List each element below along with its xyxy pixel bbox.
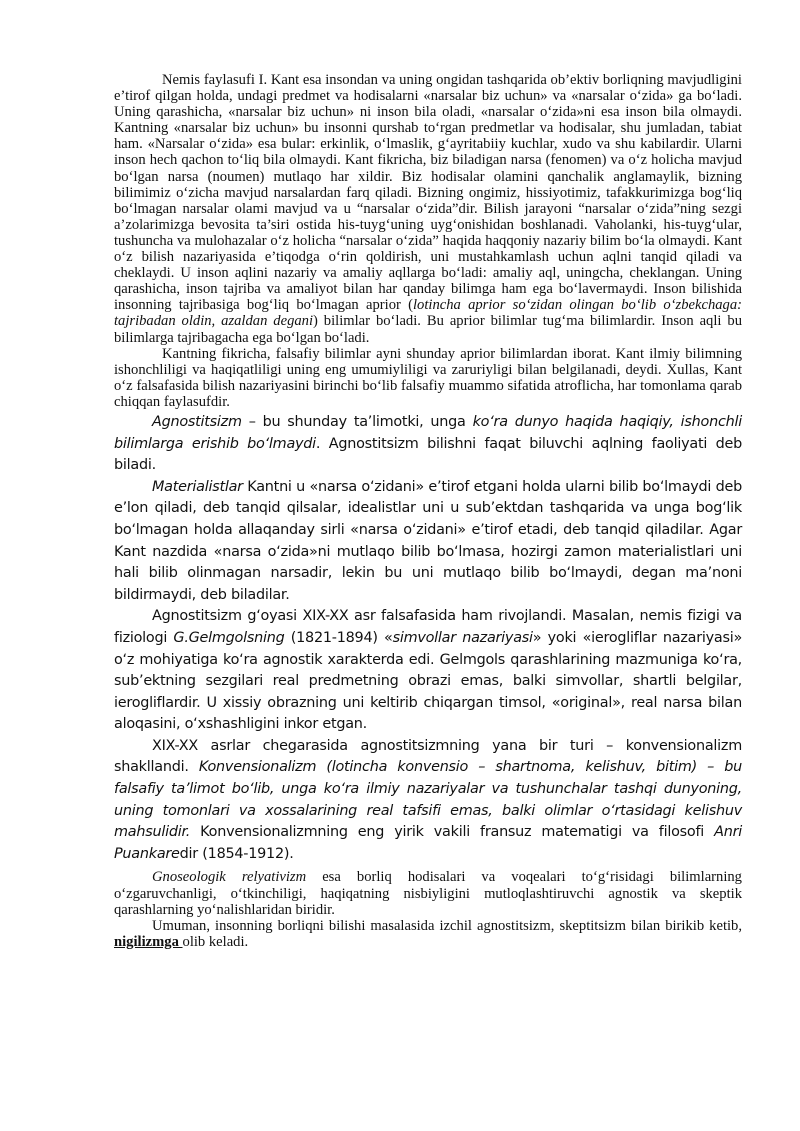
paragraph-text: dir (1854-1912). [179,845,294,862]
paragraph-text: Agnostitsizm g‘oyasi XIX-XX asr falsafasida ham rivojlandi. Masalan, nemis fizigi va fiziologi [114,608,742,646]
term-materialists: Materialistlar [152,478,243,495]
paragraph-relativism [114,869,742,917]
paragraph-text: Umuman, insonning borliqni bilishi masalasida izchil agnostitsizm, skeptitsizm bilan birikib ketib, [152,917,742,934]
paragraph-conclusion [114,918,742,950]
paragraph-materialists [114,477,742,607]
term-relativism: Gnoseologik relyativizm [152,869,307,886]
paragraph-text: – bu shunday ta’limotki, unga [241,413,473,430]
italic-name: Anri Puankare [114,824,742,862]
paragraph-text: » yoki «ierogliflar nazariyasi» o‘z mohiyatiga ko‘ra agnostik xarakterda edi. Gelmgols qarashlarining mazmuniga ko‘ra, sub’ektning sezgilari real predmetning obrazi emas, balki simvollar, shartli belgilar, ierogliflardir. U xissiy obrazning uni keltirib chiqargan timsol, «original», real narsa bilan aloqasini, o‘xshashligini inkor etgan. [114,629,742,733]
paragraph-text: Konvensionalizmning eng yirik vakili fransuz matematigi va filosofi [190,824,715,841]
italic-name: G.Gelmgolsning [173,629,285,646]
italic-aside: lotincha aprior so‘zidan olingan bo‘lib o‘zbekchaga: tajribadan oldin, azaldan degani [114,297,742,330]
italic-definition: ko‘ra dunyo haqida haqiqiy, ishonchli bilimlarga erishib bo‘lmaydi [114,413,743,452]
paragraph-kant-things-in-themselves [114,72,742,346]
paragraph-text: Kantni u «narsa o‘zidani» e’tirof etgani holda ularni bilib bo‘lmaydi deb e’lon qiladi, deb tanqid qilsalar, idealistlar uni u sub’ektdan tashqarida va unga bog‘lik bo‘lmagan holda allaqanday sirli «narsa o‘zidani» e’tirof etadi, deb tanqid qiladilar. Agar Kant nazdida «narsa o‘zida»ni mutlaqo bilib bo‘lmasa, hozirgi zamon materialistlari uni hali bilib olinmagan narsadir, lekin bu uni mutlaqo bilib bo‘lmaydi, degan ma’noni bildirmaydi, deb biladilar. [114,478,742,603]
paragraph-text: olib keladi. [182,933,249,950]
paragraph-kant-philosophy: Kantning fikricha, falsafiy bilimlar ayni shunday aprior bilimlardan iborat. Kant ilmiy bilimning ishonchliligi va haqiqatliligi uning eng umumiyliligi va zaruriyligi bilan belgilanadi, deydi. Xullas, Kant o‘z falsafasida bilish nazariyasini birinchi bo‘lib falsafiy muammo sifatida atroflicha, har tomonlama qarab chiqqan faylasufdir. [114,345,742,410]
paragraph-text: XIX-XX asrlar chegarasida agnostitsizmning yana bir turi – konvensionalizm shakllandi. [114,737,742,776]
term-agnosticism: Agnostitsizm [152,413,242,430]
paragraph-text: esa borliq hodisalari va voqealari to‘g‘risidagi bilimlarning o‘zgaruvchanligi, o‘tkinchiligi, haqiqatning nisbiyligini mutloqlashtiruvchi agnostik va skeptik qarashlarning yo‘nalishlaridan biridir. [114,869,742,918]
italic-theory: simvollar nazariyasi [392,629,533,646]
paragraph-agnosticism [114,412,742,477]
nihilism-link[interactable]: nigilizmga [114,933,183,950]
paragraph-text: (1821-1894) « [284,629,393,646]
italic-definition: Konvensionalizm (lotincha konvensio – shartnoma, kelishuv, bitim) – bu falsafiy ta’limot bo‘lib, unga ko‘ra ilmiy nazariyalar va tushunchalar tashqi dunyoning, uning tomonlari va xossalarining real tafsifi emas, balki olimlar o‘rtasidagi kelishuv mahsulidir. [114,759,742,841]
paragraph-text: ) bilimlar bo‘ladi. Bu aprior bilimlar tug‘ma bilimlardir. Inson aqli bu bilimlarga tajribagacha ega bo‘lgan bo‘ladi. [114,313,742,346]
paragraph-text: . Agnostitsizm bilishni faqat biluvchi aqlning faoliyati deb biladi. [114,435,742,474]
paragraph-text: Nemis faylasufi I. Kant esa insondan va uning ongidan tashqarida ob’ektiv borliqning mavjudligini e’tirof qilgan holda, undagi predmet va hodisalarni «narsalar biz uchun» va «narsalar o‘zida» ga bo‘ladi. Uning qarashicha, «narsalar biz uchun» ni inson bila oladi, «narsalar o‘zida»ni esa inson bila olmaydi. Kantning «narsalar biz uchun» bu insonni qurshab to‘rgan predmetlar va hodisalar, shu jumladan, tabiat ham. «Narsalar o‘zida» esa bular: erkinlik, o‘lmaslik, g‘ayritabiiy kuchlar, xudo va shu kabilardir. Ularni inson hech qachon to‘liq bila olmaydi. Kant fikricha, biz biladigan narsa (fenomen) va o‘z holicha mavjud bo‘lgan narsa (noumen) mutlaqo har xildir. Biz hodisalar olamini qanchalik anglamaylik, bizning bilimimiz o‘zicha mavjud narsalardan farq qiladi. Bizning ongimiz, hissiyotimiz, tafakkurimizga bog‘liq bo‘lmagan narsalar olami mavjud va u “narsalar o‘zida”dir. Bilish jarayoni “narsalar o‘zida”ning sezgi a’zolarimizga bevosita ta’siri ostida his-tuyg‘uning uyg‘onishidan boshlanadi. Vaholanki, his-tuyg‘ular, tushuncha va mulohazalar o‘z holicha “narsalar o‘zida” haqida haqqoniy nazariy bilim bo‘la olmaydi. Kant o‘z bilish nazariyasida e’tiqodga o‘rin qoldirish, uni mustahkamlash uchun aqlni tanqid qiladi va cheklaydi. U inson aqlini nazariy va amaliy aqllarga bo‘ladi: amaliy aql, uningcha, cheklangan. Uning qarashicha, inson tajriba va amaliyot bilan har qanday bilimga ham ega bo‘lavermaydi. Inson bilishida insonning tajribasiga bog‘liq bo‘lmagan aprior ( [114,72,742,314]
paragraph-helmholtz [114,606,742,736]
document-page [114,72,742,950]
paragraph-conventionalism [114,736,742,866]
